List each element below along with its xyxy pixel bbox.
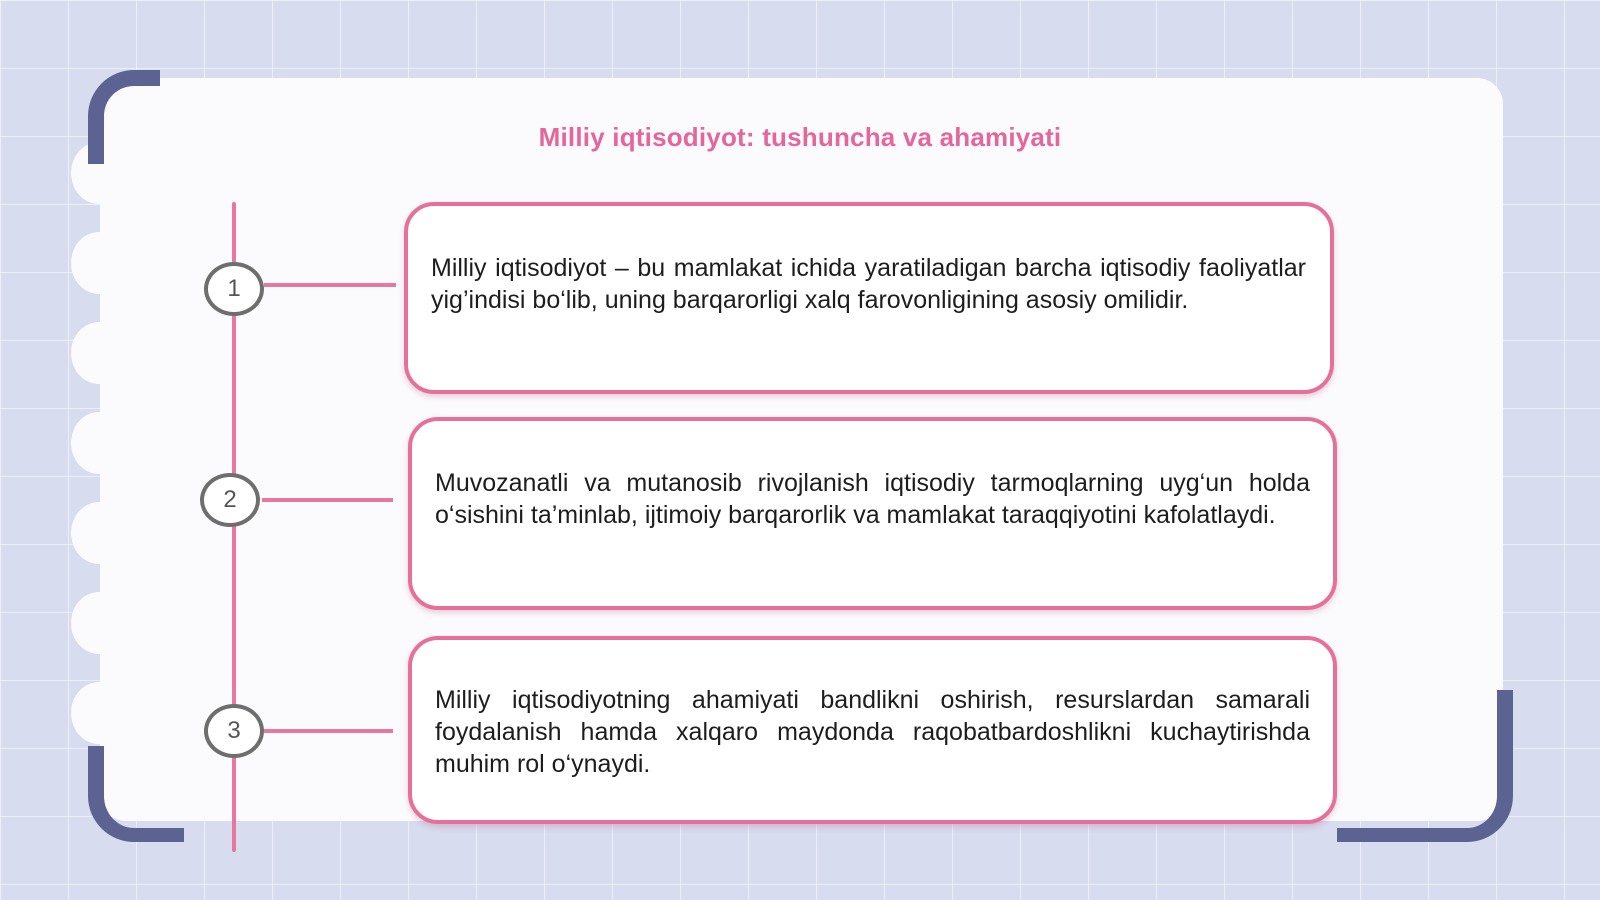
step-number-2: 2 [200, 473, 260, 527]
timeline-connector [264, 283, 396, 287]
info-card-1-text: Milliy iqtisodiyot – bu mamlakat ichida yaratiladigan barcha iqtisodiy faoliyatlar yig’indisi bo‘lib, uning barqarorligi xalq farovonligining asosiy omilidir. [431, 254, 1306, 314]
sheet-scallop [71, 592, 127, 654]
sheet-scallop [71, 412, 127, 474]
timeline-connector [262, 498, 393, 502]
corner-bracket-bottom-right [1337, 690, 1513, 842]
slide-title: Milliy iqtisodiyot: tushuncha va ahamiyati [538, 122, 1062, 152]
sheet-scallop [71, 682, 127, 744]
info-card-2-text: Muvozanatli va mutanosib rivojlanish iqtisodiy tarmoqlarning uyg‘un holda o‘sishini ta’minlab, ijtimoiy barqarorlik va mamlakat taraqqiyotini kafolatlaydi. [435, 469, 1310, 529]
sheet-scallop [71, 322, 127, 384]
step-number-1: 1 [204, 262, 264, 316]
timeline-connector [264, 729, 393, 733]
step-number-3: 3 [204, 704, 264, 758]
corner-bracket-bottom-left [88, 746, 184, 842]
sheet-scallop [71, 232, 127, 294]
sheet-scallop [71, 502, 127, 564]
info-card-3-text: Milliy iqtisodiyotning ahamiyati bandlikni oshirish, resurslardan samarali foydalanish hamda xalqaro maydonda raqobatbardoshlikni kuchaytirishda muhim rol o‘ynaydi. [435, 686, 1310, 778]
